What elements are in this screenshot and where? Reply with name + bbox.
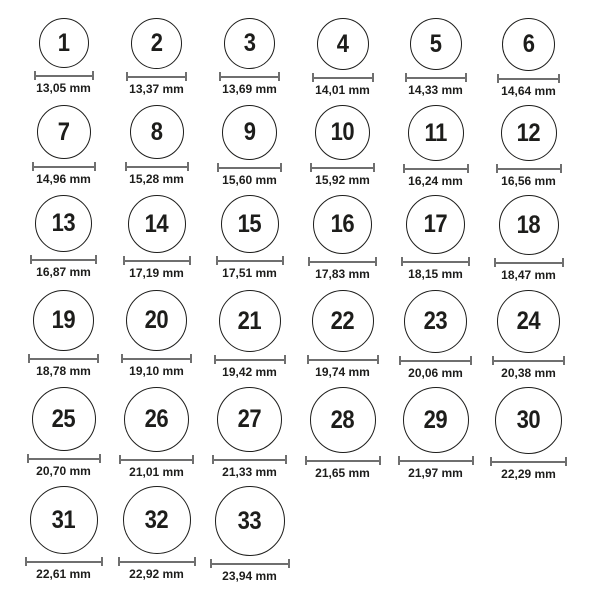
diameter-dimension-line: [307, 355, 379, 364]
diameter-dimension-line: [308, 257, 377, 266]
diameter-label: 21,01 mm: [129, 465, 184, 479]
diameter-label: 13,37 mm: [129, 82, 184, 96]
diameter-dimension-line: [490, 457, 567, 466]
ring-size-number: 5: [429, 29, 442, 58]
ring-circle: [215, 486, 285, 556]
diameter-label: 15,92 mm: [315, 173, 370, 187]
diameter-dimension-line: [494, 258, 564, 267]
ring-circle: [404, 290, 467, 353]
ring-size-cell: [389, 387, 482, 480]
diameter-dimension-line: [405, 73, 467, 82]
ring-size-cell: [203, 105, 296, 187]
ring-size-number: 11: [424, 118, 447, 147]
diameter-label: 16,24 mm: [408, 174, 463, 188]
ring-size-cell: [17, 290, 110, 378]
diameter-label: 13,69 mm: [222, 82, 277, 96]
diameter-label: 22,61 mm: [36, 567, 91, 581]
ring-size-cell: [203, 195, 296, 280]
diameter-label: 13,05 mm: [36, 81, 91, 95]
ring-size-number: 31: [51, 505, 76, 534]
ring-circle: [410, 18, 462, 70]
ring-size-number: 3: [243, 29, 256, 57]
ring-size-cell: [110, 105, 203, 186]
diameter-label: 18,15 mm: [408, 267, 463, 281]
diameter-label: 18,78 mm: [36, 364, 91, 378]
ring-circle: [317, 18, 369, 70]
ring-circle: [408, 105, 464, 161]
ring-size-cell: [110, 18, 203, 96]
diameter-dimension-line: [119, 455, 194, 464]
ring-size-number: 26: [144, 405, 169, 433]
ring-size-number: 15: [237, 209, 262, 238]
ring-size-row: [17, 105, 600, 195]
diameter-label: 19,42 mm: [222, 365, 277, 379]
ring-size-cell: [389, 18, 482, 97]
ring-size-cell: [296, 105, 389, 187]
ring-circle: [217, 387, 282, 452]
ring-circle: [126, 290, 187, 351]
ring-size-number: 33: [237, 506, 262, 535]
diameter-dimension-line: [25, 557, 103, 566]
diameter-label: 20,70 mm: [36, 464, 91, 478]
ring-size-cell: [17, 486, 110, 581]
diameter-label: 22,29 mm: [501, 467, 556, 481]
diameter-label: 21,33 mm: [222, 465, 277, 479]
ring-circle: [221, 195, 279, 253]
ring-size-cell: [110, 195, 203, 280]
diameter-dimension-line: [32, 162, 96, 171]
ring-size-cell: [389, 195, 482, 281]
ring-circle: [315, 105, 370, 160]
ring-size-cell: [296, 195, 389, 281]
ring-size-cell: [110, 486, 203, 581]
ring-circle: [219, 290, 281, 352]
ring-size-number: 12: [516, 118, 541, 147]
ring-circle: [39, 18, 89, 68]
ring-circle: [123, 486, 191, 554]
diameter-label: 19,10 mm: [129, 364, 184, 378]
ring-size-number: 10: [330, 118, 355, 146]
diameter-dimension-line: [121, 354, 192, 363]
ring-size-number: 29: [423, 405, 448, 434]
ring-size-cell: [17, 18, 110, 95]
ring-circle: [222, 105, 277, 160]
ring-size-number: 8: [150, 117, 163, 146]
ring-size-number: 23: [423, 307, 448, 335]
ring-size-cell: [482, 105, 575, 188]
ring-size-cell: [389, 290, 482, 380]
ring-circle: [502, 18, 555, 71]
ring-circle: [124, 387, 189, 452]
diameter-dimension-line: [305, 456, 381, 465]
diameter-label: 19,74 mm: [315, 365, 370, 379]
diameter-label: 15,60 mm: [222, 173, 277, 187]
diameter-dimension-line: [216, 256, 284, 265]
ring-size-number: 17: [423, 210, 448, 238]
ring-size-number: 30: [516, 406, 541, 434]
ring-size-number: 14: [144, 209, 169, 238]
diameter-label: 14,64 mm: [501, 84, 556, 98]
ring-size-cell: [17, 105, 110, 186]
diameter-dimension-line: [126, 72, 187, 81]
diameter-dimension-line: [401, 257, 470, 266]
ring-circle: [128, 195, 186, 253]
ring-size-cell: [296, 18, 389, 97]
ring-circle: [499, 195, 559, 255]
ring-size-number: 2: [150, 29, 163, 57]
ring-size-rows: [17, 18, 600, 598]
diameter-label: 16,56 mm: [501, 174, 556, 188]
diameter-label: 15,28 mm: [129, 172, 184, 186]
diameter-dimension-line: [118, 557, 196, 566]
diameter-label: 21,65 mm: [315, 466, 370, 480]
ring-size-number: 18: [516, 210, 541, 239]
diameter-dimension-line: [492, 356, 565, 365]
ring-size-number: 1: [57, 28, 70, 57]
ring-size-number: 25: [51, 404, 76, 433]
diameter-label: 18,47 mm: [501, 268, 556, 282]
ring-size-cell: [203, 387, 296, 479]
diameter-dimension-line: [210, 559, 290, 568]
diameter-label: 14,01 mm: [315, 83, 370, 97]
ring-size-cell: [296, 290, 389, 379]
ring-circle: [131, 18, 182, 69]
diameter-label: 14,96 mm: [36, 172, 91, 186]
ring-size-number: 20: [144, 306, 169, 334]
ring-size-number: 4: [336, 29, 349, 58]
ring-size-cell: [203, 290, 296, 379]
ring-size-number: 19: [51, 306, 76, 334]
diameter-dimension-line: [34, 71, 94, 80]
ring-size-cell: [482, 290, 575, 380]
ring-size-number: 13: [51, 209, 76, 237]
diameter-label: 17,51 mm: [222, 266, 277, 280]
diameter-dimension-line: [214, 355, 286, 364]
ring-circle: [495, 387, 562, 454]
diameter-dimension-line: [496, 164, 562, 173]
ring-circle: [313, 195, 372, 254]
ring-size-cell: [482, 387, 575, 481]
ring-size-row: [17, 290, 600, 387]
diameter-dimension-line: [30, 255, 97, 264]
ring-circle: [310, 387, 376, 453]
diameter-label: 21,97 mm: [408, 466, 463, 480]
ring-size-cell: [17, 195, 110, 279]
ring-size-cell: [110, 290, 203, 378]
diameter-dimension-line: [398, 456, 474, 465]
ring-size-number: 32: [144, 505, 169, 534]
diameter-dimension-line: [310, 163, 375, 172]
ring-size-cell: [482, 18, 575, 98]
diameter-dimension-line: [27, 454, 101, 463]
diameter-dimension-line: [212, 455, 287, 464]
diameter-dimension-line: [399, 356, 472, 365]
ring-size-number: 21: [237, 306, 262, 335]
ring-circle: [312, 290, 374, 352]
ring-circle: [30, 486, 98, 554]
ring-circle: [497, 290, 560, 353]
ring-size-number: 6: [522, 30, 535, 58]
ring-circle: [130, 105, 184, 159]
ring-circle: [224, 18, 275, 69]
diameter-dimension-line: [219, 72, 280, 81]
ring-size-number: 24: [516, 307, 541, 335]
diameter-dimension-line: [403, 164, 469, 173]
diameter-label: 17,83 mm: [315, 267, 370, 281]
ring-circle: [406, 195, 465, 254]
ring-size-number: 22: [330, 306, 355, 335]
ring-size-cell: [17, 387, 110, 478]
ring-size-cell: [203, 18, 296, 96]
ring-size-row: [17, 195, 600, 290]
diameter-label: 20,06 mm: [408, 366, 463, 380]
ring-size-row: [17, 486, 600, 598]
diameter-label: 20,38 mm: [501, 366, 556, 380]
ring-size-number: 27: [237, 405, 262, 433]
ring-circle: [37, 105, 91, 159]
diameter-label: 14,33 mm: [408, 83, 463, 97]
ring-size-cell: [203, 486, 296, 583]
ring-size-cell: [110, 387, 203, 479]
diameter-label: 17,19 mm: [129, 266, 184, 280]
diameter-label: 16,87 mm: [36, 265, 91, 279]
diameter-dimension-line: [497, 74, 560, 83]
diameter-dimension-line: [123, 256, 191, 265]
ring-size-number: 16: [330, 210, 355, 238]
ring-size-cell: [482, 195, 575, 282]
ring-circle: [403, 387, 469, 453]
ring-size-number: 9: [243, 118, 256, 146]
ring-size-cell: [389, 105, 482, 188]
ring-circle: [33, 290, 94, 351]
diameter-dimension-line: [312, 73, 374, 82]
ring-size-row: [17, 387, 600, 486]
ring-size-number: 7: [57, 117, 70, 146]
diameter-label: 23,94 mm: [222, 569, 277, 583]
ring-size-number: 28: [330, 405, 355, 434]
ring-size-cell: [296, 387, 389, 480]
ring-circle: [32, 387, 96, 451]
diameter-label: 22,92 mm: [129, 567, 184, 581]
diameter-dimension-line: [125, 162, 189, 171]
ring-circle: [35, 195, 92, 252]
diameter-dimension-line: [217, 163, 282, 172]
diameter-dimension-line: [28, 354, 99, 363]
ring-circle: [501, 105, 557, 161]
ring-size-row: [17, 18, 600, 105]
